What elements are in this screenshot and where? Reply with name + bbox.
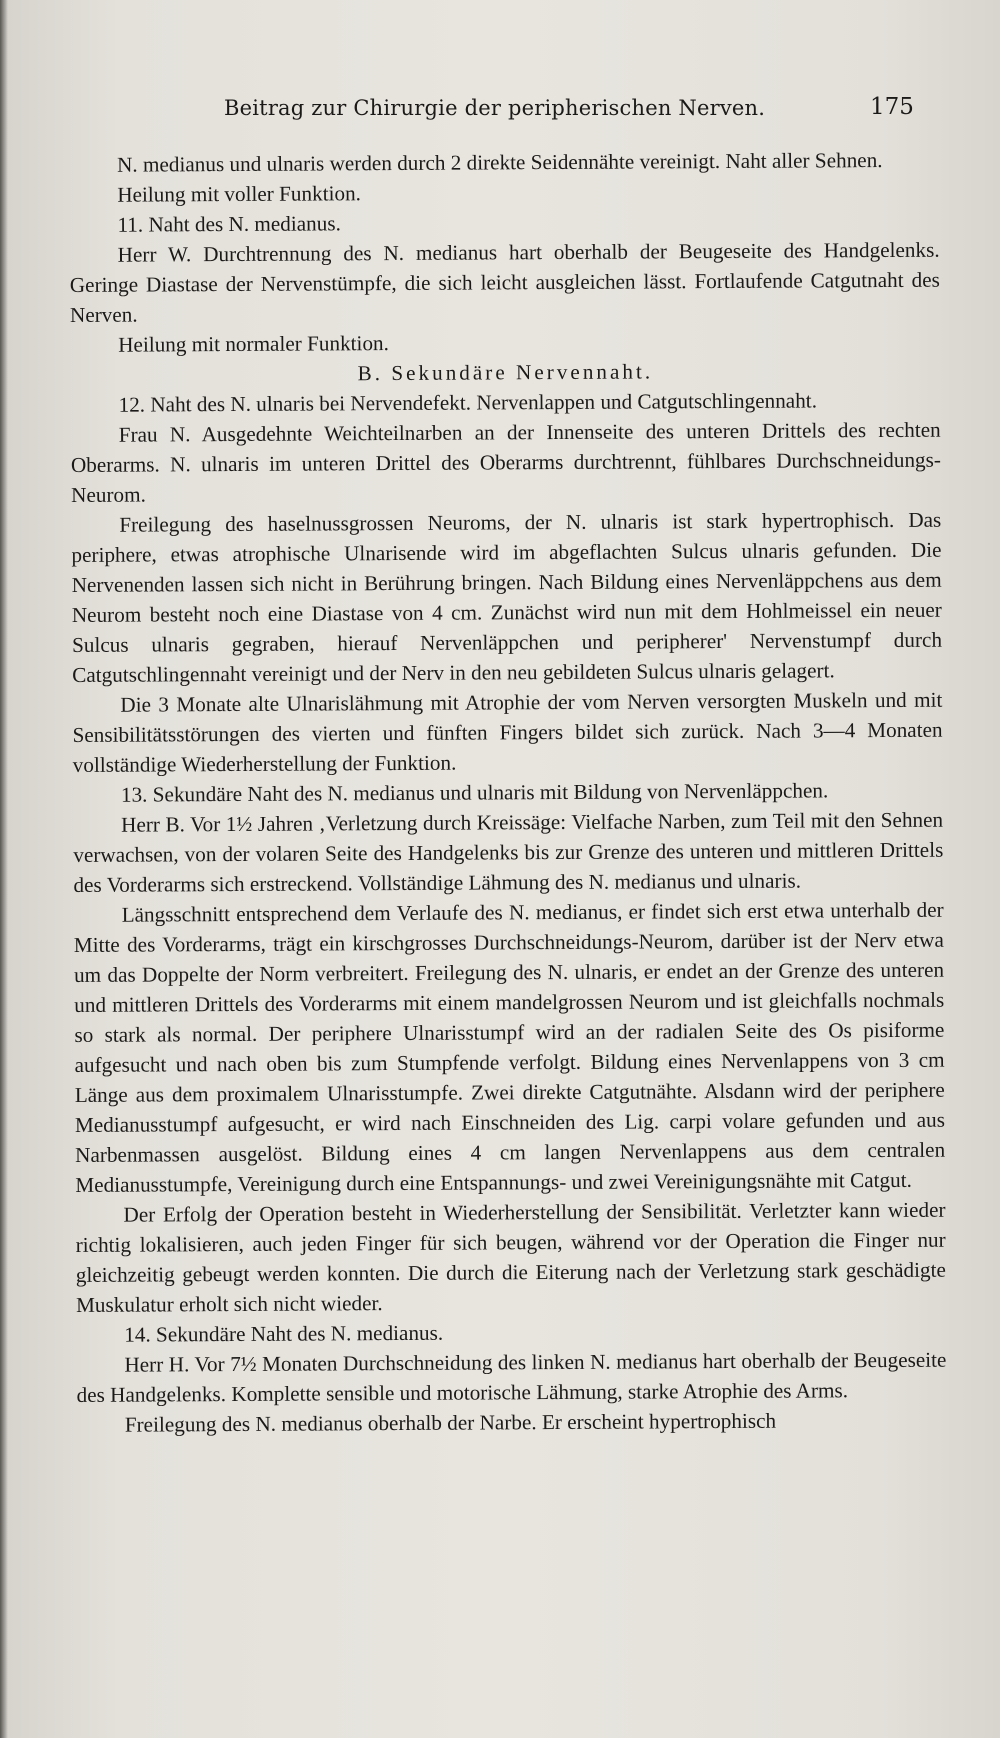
body-text [69, 145, 947, 1440]
paragraph: Heilung mit voller Funktion. [117, 181, 361, 207]
running-head: Beitrag zur Chirurgie der peripherischen Nerven. [224, 96, 766, 120]
page-header [0, 96, 1000, 130]
paragraph: Herr B. Vor 1½ Jahren ‚Verletzung durch Kreissäge: Vielfache Narben, zum Teil mit den Sehnen verwachsen, von der volaren Seite des Handgelenks bis zur Grenze des unteren und mittleren Drittels des Vorderarms sich erstreckend. Vollständige Lähmung des N. medianus und ulnaris. [73, 807, 944, 897]
paragraph: Herr H. Vor 7½ Monaten Durchschneidung des linken N. medianus hart oberhalb der Beugeseite des Handgelenks. Komplette sensible und motorische Lähmung, starke Atrophie des Arms. [76, 1347, 947, 1407]
page-number: 175 [870, 94, 914, 120]
paragraph: Die 3 Monate alte Ulnarislähmung mit Atrophie der vom Nerven versorgten Muskeln und mit Sensibilitätsstörungen des vierten und fünften Fingers bildet sich zurück. Nach 3—4 Monaten vollständige Wiederherstellung der Funktion. [72, 687, 943, 777]
paragraph: Heilung mit normaler Funktion. [118, 331, 389, 357]
paragraph: N. medianus und ulnaris werden durch 2 direkte Seidennähte vereinigt. Naht aller Sehnen. [117, 148, 883, 177]
paragraph: Frau N. Ausgedehnte Weichteilnarben an der Innenseite des unteren Drittels des rechten Oberarms. N. ulnaris im unteren Drittel des Oberarms durchtrennt, fühlbares Durchschneidungs-Neurom. [70, 417, 941, 507]
case-heading: 11. Naht des N. medianus. [117, 211, 341, 237]
case-heading: 13. Sekundäre Naht des N. medianus und ulnaris mit Bildung von Nervenläppchen. [120, 778, 829, 807]
paragraph: Herr W. Durchtrennung des N. medianus hart oberhalb der Beugeseite des Handgelenks. Geringe Diastase der Nervenstümpfe, die sich leicht ausgleichen lässt. Fortlaufende Catgutnaht des Nerven. [69, 237, 940, 327]
paragraph: Freilegung des haselnussgrossen Neuroms, der N. ulnaris ist stark hypertrophisch. Das periphere, etwas atrophische Ulnarisende wird im abgeflachten Sulcus ulnaris gefunden. Die Nervenenden lassen sich nicht in Berührung bringen. Nach Bildung eines Nervenläppchens aus dem Neurom besteht noch eine Diastase von 4 cm. Zunächst wird nun mit dem Hohlmeissel ein neuer Sulcus ulnaris gegraben, hierauf Nervenläppchen und peripherer' Nervenstumpf durch Catgutschlingennaht vereinigt und der Nerv in den neu gebildeten Sulcus ulnaris gelagert. [71, 507, 943, 687]
paragraph: Längsschnitt entsprechend dem Verlaufe des N. medianus, er findet sich erst etwa unterhalb der Mitte des Vorderarms, trägt ein kirschgrosses Durchschneidungs-Neurom, darüber ist der Nerv etwa um das Doppelte der Norm verbreitert. Freilegung des N. ulnaris, er endet an der Grenze des unteren und mittleren Drittels des Vorderarms mit einem mandelgrossen Neurom und ist gleichfalls nochmals so stark als normal. Der periphere Ulnarisstumpf wird an der radialen Seite des Os pisiforme aufgesucht und nach oben bis zum Stumpfende verfolgt. Bildung eines Nervenlappens von 3 cm Länge aus dem proximalem Ulnarisstumpfe. Zwei direkte Catgutnähte. Alsdann wird der periphere Medianusstumpf aufgesucht, er wird nach Einschneiden des Lig. carpi volare gefunden und aus Narbenmassen ausgelöst. Bildung eines 4 cm langen Nervenlappens aus dem centralen Medianusstumpfe, Vereinigung durch eine Entspannungs- und zwei Vereinigungsnähte mit Catgut. [73, 897, 946, 1197]
paragraph: Der Erfolg der Operation besteht in Wiederherstellung der Sensibilität. Verletzter kann wieder richtig lokalisieren, auch jeden Finger für sich beugen, während vor der Operation die Finger nur gleichzeitig gebeugt werden konnten. Die durch die Eiterung nach der Verletzung stark geschädigte Muskulatur erholt sich nicht wieder. [75, 1197, 946, 1317]
case-heading: 12. Naht des N. ulnaris bei Nervendefekt. Nervenlappen und Catgutschlingennaht. [118, 388, 818, 417]
page-edge-shadow [0, 0, 8, 1738]
section-heading: B. Sekundäre Nervennaht. [357, 359, 654, 386]
case-heading: 14. Sekundäre Naht des N. medianus. [124, 1320, 444, 1347]
paragraph: Freilegung des N. medianus oberhalb der Narbe. Er erscheint hypertrophisch [124, 1408, 777, 1437]
